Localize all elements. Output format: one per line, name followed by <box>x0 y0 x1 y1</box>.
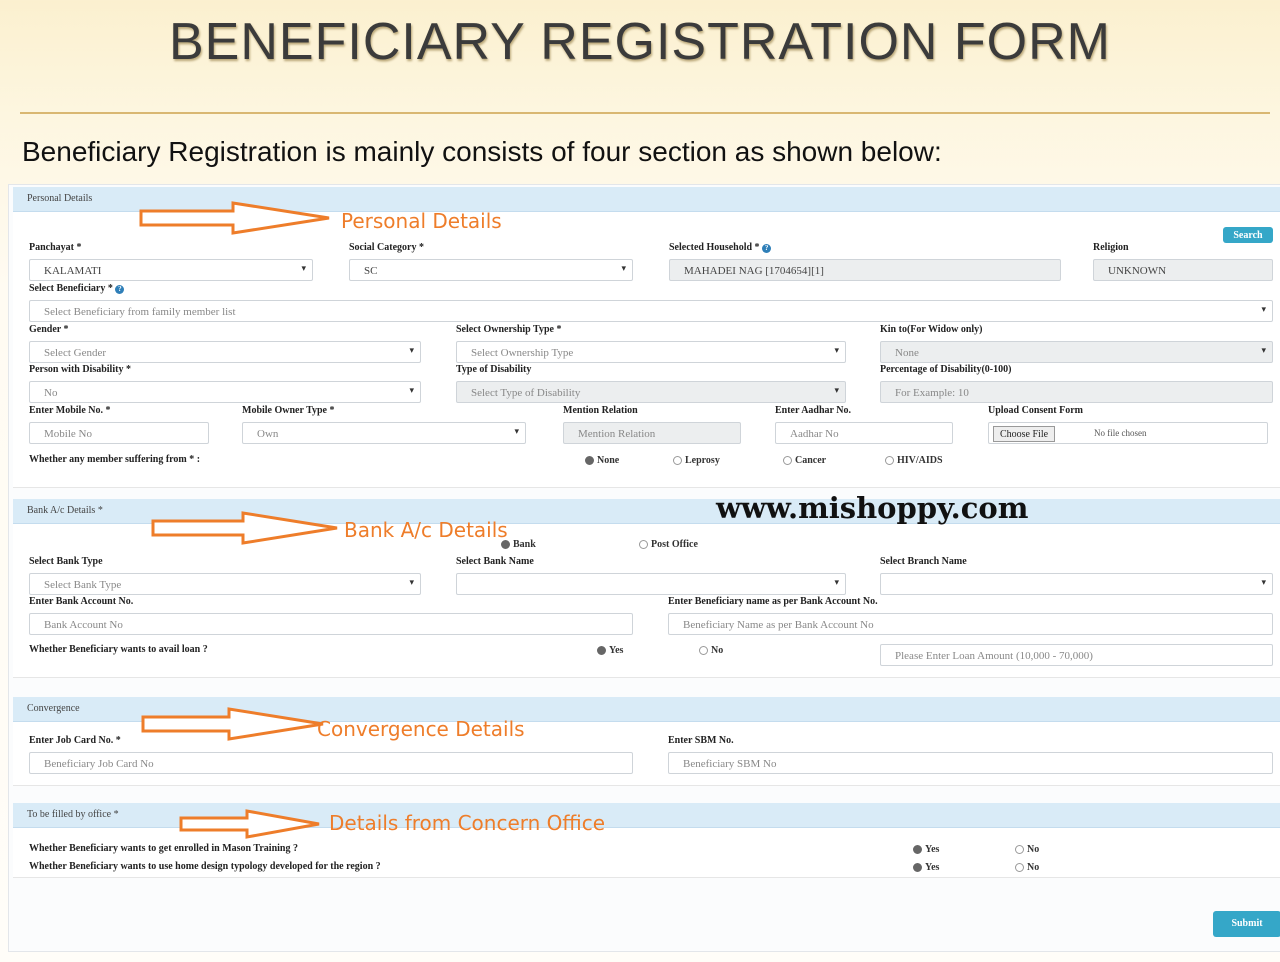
bank-name-label: Select Bank Name <box>456 556 534 567</box>
mobile-owner-value: Own <box>257 428 279 440</box>
household-label <box>669 242 771 253</box>
radio-hiv-label: HIV/AIDS <box>897 455 943 466</box>
radio-leprosy-label: Leprosy <box>685 455 720 466</box>
form-screenshot <box>8 184 1280 952</box>
ownership-value: Select Ownership Type <box>471 347 574 359</box>
bank-type-select[interactable] <box>29 573 421 595</box>
disability-pct-placeholder: For Example: 10 <box>895 387 969 399</box>
mason-training-label: Whether Beneficiary wants to get enrolled in Mason Training ? <box>29 843 298 854</box>
radio-bank-label: Bank <box>513 539 536 550</box>
chevron-down-icon: ▾ <box>409 577 414 587</box>
panchayat-label: Panchayat * <box>29 242 82 253</box>
chevron-down-icon: ▾ <box>621 263 626 273</box>
radio-dot-selected <box>585 456 594 465</box>
radio-dot-selected <box>597 646 606 655</box>
social-category-value: SC <box>364 265 378 277</box>
convergence-header-text: Convergence <box>27 703 80 714</box>
beneficiary-label <box>29 283 124 294</box>
disability-type-label: Type of Disability <box>456 364 532 375</box>
radio-dot <box>639 540 648 549</box>
file-chosen-note: No file chosen <box>1094 428 1147 438</box>
account-no-input[interactable] <box>29 613 633 635</box>
personal-arrow-icon <box>137 201 337 235</box>
kin-select[interactable] <box>880 341 1273 363</box>
panchayat-value: KALAMATI <box>44 265 102 277</box>
radio-dot <box>673 456 682 465</box>
religion-value: UNKNOWN <box>1108 265 1167 277</box>
choose-file-button[interactable]: Choose File <box>993 426 1055 442</box>
mobile-owner-label: Mobile Owner Type * <box>242 405 335 416</box>
office-panel <box>13 803 1280 878</box>
radio-post-office[interactable] <box>639 539 698 550</box>
mobile-owner-select[interactable] <box>242 422 526 444</box>
chevron-down-icon: ▾ <box>514 426 519 436</box>
holder-name-placeholder: Beneficiary Name as per Bank Account No <box>683 619 874 631</box>
gender-value: Select Gender <box>44 347 106 359</box>
account-no-label: Enter Bank Account No. <box>29 596 134 607</box>
disability-type-value: Select Type of Disability <box>471 387 581 399</box>
job-card-label: Enter Job Card No. * <box>29 735 121 746</box>
beneficiary-label-text: Select Beneficiary * <box>29 283 113 294</box>
radio-dot <box>699 646 708 655</box>
chevron-down-icon: ▾ <box>1261 577 1266 587</box>
radio-loan-no-label: No <box>711 645 724 656</box>
slide-subtitle: Beneficiary Registration is mainly consists of four section as shown below: <box>22 136 942 167</box>
title-rule <box>20 112 1270 114</box>
radio-mason-no-label: No <box>1027 844 1040 855</box>
sbm-input[interactable] <box>668 752 1273 774</box>
radio-hiv[interactable] <box>885 455 943 466</box>
gender-label: Gender * <box>29 324 69 335</box>
chevron-down-icon: ▾ <box>1261 304 1266 314</box>
disability-pct-label: Percentage of Disability(0-100) <box>880 364 1012 375</box>
office-callout: Details from Concern Office <box>329 811 606 835</box>
gender-select[interactable] <box>29 341 421 363</box>
branch-name-select[interactable] <box>880 573 1273 595</box>
radio-loan-no[interactable] <box>699 645 723 656</box>
radio-cancer-label: Cancer <box>795 455 827 466</box>
consent-label: Upload Consent Form <box>988 405 1084 416</box>
social-category-select[interactable] <box>349 259 633 281</box>
info-icon[interactable]: ? <box>762 244 771 253</box>
disability-pct-input[interactable] <box>880 381 1273 403</box>
design-typology-label: Whether Beneficiary wants to use home design typology developed for the region ? <box>29 861 381 872</box>
aadhar-placeholder: Aadhar No <box>790 428 839 440</box>
panchayat-select[interactable] <box>29 259 313 281</box>
radio-none[interactable] <box>585 455 619 466</box>
relation-placeholder: Mention Relation <box>578 428 656 440</box>
suffering-label: Whether any member suffering from * : <box>29 454 201 465</box>
personal-callout: Personal Details <box>341 209 502 233</box>
radio-mason-no[interactable] <box>1015 844 1039 855</box>
kin-label: Kin to(For Widow only) <box>880 324 983 335</box>
personal-details-header-text: Personal Details <box>27 193 93 204</box>
radio-typology-no[interactable] <box>1015 862 1039 873</box>
kin-value: None <box>895 347 919 359</box>
religion-label: Religion <box>1093 242 1129 253</box>
disability-value: No <box>44 387 58 399</box>
ownership-label: Select Ownership Type * <box>456 324 562 335</box>
radio-typology-no-label: No <box>1027 862 1040 873</box>
holder-name-input[interactable] <box>668 613 1273 635</box>
personal-details-panel <box>13 187 1280 488</box>
sbm-label: Enter SBM No. <box>668 735 734 746</box>
radio-mason-yes-label: Yes <box>925 844 940 855</box>
relation-input[interactable] <box>563 422 741 444</box>
radio-mason-yes[interactable] <box>913 844 939 855</box>
mobile-placeholder: Mobile No <box>44 428 92 440</box>
sbm-placeholder: Beneficiary SBM No <box>683 758 777 770</box>
bank-details-panel <box>13 499 1280 678</box>
chevron-down-icon: ▾ <box>301 263 306 273</box>
radio-post-office-label: Post Office <box>651 539 698 550</box>
beneficiary-select[interactable] <box>29 300 1273 322</box>
loan-amount-input[interactable] <box>880 644 1273 666</box>
chevron-down-icon: ▾ <box>409 385 414 395</box>
bank-type-value: Select Bank Type <box>44 579 122 591</box>
bank-name-select[interactable] <box>456 573 846 595</box>
office-header-text: To be filled by office * <box>27 809 119 820</box>
radio-none-label: None <box>597 455 620 466</box>
info-icon[interactable]: ? <box>115 285 124 294</box>
religion-input[interactable] <box>1093 259 1273 281</box>
disability-label: Person with Disability * <box>29 364 131 375</box>
relation-label: Mention Relation <box>563 405 638 416</box>
disability-type-select[interactable] <box>456 381 846 403</box>
radio-typology-yes[interactable] <box>913 862 939 873</box>
bank-type-label: Select Bank Type <box>29 556 103 567</box>
chevron-down-icon: ▾ <box>834 577 839 587</box>
convergence-arrow-icon <box>139 707 329 741</box>
job-card-input[interactable] <box>29 752 633 774</box>
holder-name-label: Enter Beneficiary name as per Bank Account No. <box>668 596 878 607</box>
household-label-text: Selected Household * <box>669 242 760 253</box>
household-value: MAHADEI NAG [1704654][1] <box>684 265 824 277</box>
account-no-placeholder: Bank Account No <box>44 619 123 631</box>
submit-button[interactable]: Submit <box>1213 911 1280 937</box>
radio-dot-selected <box>913 863 922 872</box>
radio-typology-yes-label: Yes <box>925 862 940 873</box>
convergence-callout: Convergence Details <box>317 717 525 741</box>
beneficiary-value: Select Beneficiary from family member list <box>44 306 236 318</box>
ownership-select[interactable] <box>456 341 846 363</box>
bank-arrow-icon <box>149 511 345 545</box>
disability-select[interactable] <box>29 381 421 403</box>
radio-dot <box>1015 845 1024 854</box>
chevron-down-icon: ▾ <box>834 385 839 395</box>
household-input[interactable] <box>669 259 1061 281</box>
loan-label: Whether Beneficiary wants to avail loan ? <box>29 644 208 655</box>
radio-loan-yes[interactable] <box>597 645 623 656</box>
slide-title: BENEFICIARY REGISTRATION FORM <box>169 13 1111 71</box>
radio-leprosy[interactable] <box>673 455 720 466</box>
job-card-placeholder: Beneficiary Job Card No <box>44 758 154 770</box>
chevron-down-icon: ▾ <box>409 345 414 355</box>
mobile-label: Enter Mobile No. * <box>29 405 111 416</box>
convergence-panel <box>13 697 1280 786</box>
radio-loan-yes-label: Yes <box>609 645 624 656</box>
radio-dot <box>1015 863 1024 872</box>
social-category-label: Social Category * <box>349 242 424 253</box>
bank-details-header-text: Bank A/c Details * <box>27 505 103 516</box>
radio-cancer[interactable] <box>783 455 826 466</box>
chevron-down-icon: ▾ <box>1261 345 1266 355</box>
aadhar-label: Enter Aadhar No. <box>775 405 852 416</box>
radio-dot <box>885 456 894 465</box>
bank-callout: Bank A/c Details <box>344 518 508 542</box>
mobile-input[interactable] <box>29 422 209 444</box>
chevron-down-icon: ▾ <box>834 345 839 355</box>
watermark: www.mishoppy.com <box>716 491 1029 525</box>
radio-dot-selected <box>913 845 922 854</box>
office-arrow-icon <box>177 809 325 839</box>
branch-name-label: Select Branch Name <box>880 556 967 567</box>
loan-amount-placeholder: Please Enter Loan Amount (10,000 - 70,000) <box>895 650 1093 662</box>
aadhar-input[interactable] <box>775 422 953 444</box>
radio-dot <box>783 456 792 465</box>
search-button[interactable]: Search <box>1223 227 1273 243</box>
